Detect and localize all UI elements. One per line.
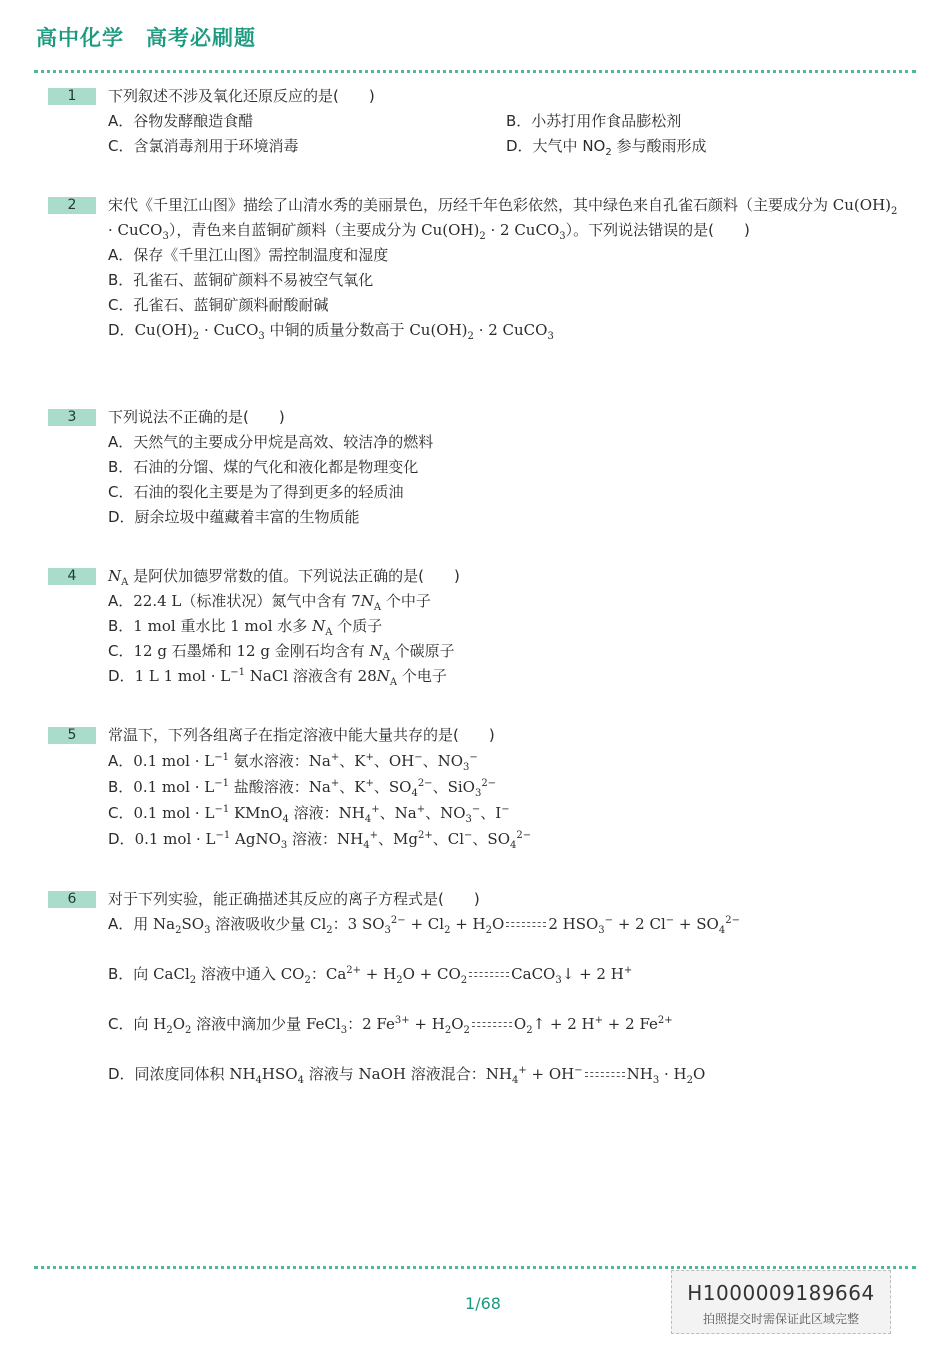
document-code: H1000009189664 — [687, 1281, 875, 1305]
option-d: D．同浓度同体积 $NH_4HSO_4$ 溶液与 NaOH 溶液混合：$NH_4^+ + OH^-$ $NH_3 \cdot H_2O$ — [108, 1065, 706, 1086]
option-c: C．12 g 石墨烯和 12 g 金刚石均含有 $N_A$ 个碳原子 — [108, 642, 455, 663]
top-divider — [34, 70, 916, 73]
option-c: C．石油的裂化主要是为了得到更多的轻质油 — [108, 483, 404, 501]
question-stem: 常温下，下列各组离子在指定溶液中能大量共存的是( ) — [108, 726, 495, 744]
option-b: B．小苏打用作食品膨松剂 — [506, 112, 682, 130]
question-1 — [48, 84, 908, 159]
option-a: A．0.1 mol · $L^{-1}$ 氨水溶液：Na+、K+、OH−、$NO_3^-$ — [108, 752, 478, 773]
page-title: 高中化学 高考必刷题 — [36, 26, 256, 50]
option-b: B．1 mol 重水比 1 mol 水多 $N_A$ 个质子 — [108, 617, 383, 638]
option-a: A．保存《千里江山图》需控制温度和湿度 — [108, 246, 389, 264]
option-b: B．0.1 mol · $L^{-1}$ 盐酸溶液：Na+、K+、$SO_4^{2-}$、SiO$_3^{2-}$ — [108, 778, 497, 799]
option-d: D．1 L 1 mol · $L^{-1}$ NaCl 溶液含有 $28N_A$ 个电子 — [108, 667, 447, 688]
question-number: 4 — [48, 568, 96, 585]
option-c: C．0.1 mol · $L^{-1}$ KMnO$_4$ 溶液：$NH_4^+$、Na+、$NO_3^-$、I− — [108, 804, 510, 825]
page-number: 1/68 — [465, 1294, 501, 1313]
question-number: 1 — [48, 88, 96, 105]
question-number: 5 — [48, 727, 96, 744]
option-a: A．用 $Na_2SO_3$ 溶液吸收少量 $Cl_2$：3 $SO_3^{2-} + Cl_2 + H_2O$ 2 $HSO_3^- + 2$ $Cl^- + SO_4^{2-}$ — [108, 915, 740, 936]
question-6 — [48, 887, 908, 1099]
option-d: D．$Cu(OH)_2$ · CuCO$_3$ 中铜的质量分数高于 $Cu(OH)_2 \cdot 2$ CuCO$_3$ — [108, 321, 554, 342]
option-d: D．0.1 mol · $L^{-1}$ AgNO$_3$ 溶液：$NH_4^+$、$Mg^{2+}$、Cl−、$SO_4^{2-}$ — [108, 830, 532, 851]
option-d: D．厨余垃圾中蕴藏着丰富的生物质能 — [108, 508, 360, 526]
option-d: D．大气中 $NO_2$ 参与酸雨形成 — [506, 137, 707, 158]
option-b: B．石油的分馏、煤的气化和液化都是物理变化 — [108, 458, 419, 476]
option-c: C．向 $H_2O_2$ 溶液中滴加少量 FeCl$_3$：2 $Fe^{3+} + H_2O_2$ $O_2↑ + 2$ H+ + 2 $Fe^{2+}$ — [108, 1015, 673, 1036]
question-4 — [48, 564, 908, 689]
photo-note: 拍照提交时需保证此区域完整 — [702, 1312, 859, 1326]
question-number: 3 — [48, 409, 96, 426]
question-3 — [48, 405, 908, 530]
question-stem: 宋代《千里江山图》描绘了山清水秀的美丽景色，历经千年色彩依然，其中绿色来自孔雀石颜料（主要成分为 $Cu(OH)_2$ · CuCO$_3$），青色来自蓝铜矿颜料（主要成分为 $Cu(OH)_2 \cdot 2$ CuCO$_3$）。下列说法错误的是( ) — [108, 196, 898, 242]
question-2 — [48, 193, 908, 343]
question-number: 2 — [48, 197, 96, 214]
option-a: A．天然气的主要成分甲烷是高效、较洁净的燃料 — [108, 433, 434, 451]
question-stem: 下列说法不正确的是( ) — [108, 408, 285, 426]
option-a: A．22.4 L（标准状况）氮气中含有 $7N_A$ 个中子 — [108, 592, 431, 613]
bottom-divider — [34, 1266, 916, 1269]
question-number: 6 — [48, 891, 96, 908]
question-stem: 对于下列实验，能正确描述其反应的离子方程式是( ) — [108, 890, 480, 908]
option-b: B．向 CaCl$_2$ 溶液中通入 $CO_2$：$Ca^{2+} + H_2O + CO_2$ CaCO$_3$↓ + 2 H+ — [108, 965, 633, 986]
option-c: C．孔雀石、蓝铜矿颜料耐酸耐碱 — [108, 296, 329, 314]
question-stem: 下列叙述不涉及氧化还原反应的是( ) — [108, 87, 375, 105]
option-c: C．含氯消毒剂用于环境消毒 — [108, 137, 299, 155]
document-id-box — [671, 1270, 891, 1334]
option-b: B．孔雀石、蓝铜矿颜料不易被空气氧化 — [108, 271, 374, 289]
question-5 — [48, 723, 908, 852]
question-stem: $N_A$ 是阿伏加德罗常数的值。下列说法正确的是( ) — [108, 567, 460, 588]
option-a: A．谷物发酵酿造食醋 — [108, 112, 254, 130]
